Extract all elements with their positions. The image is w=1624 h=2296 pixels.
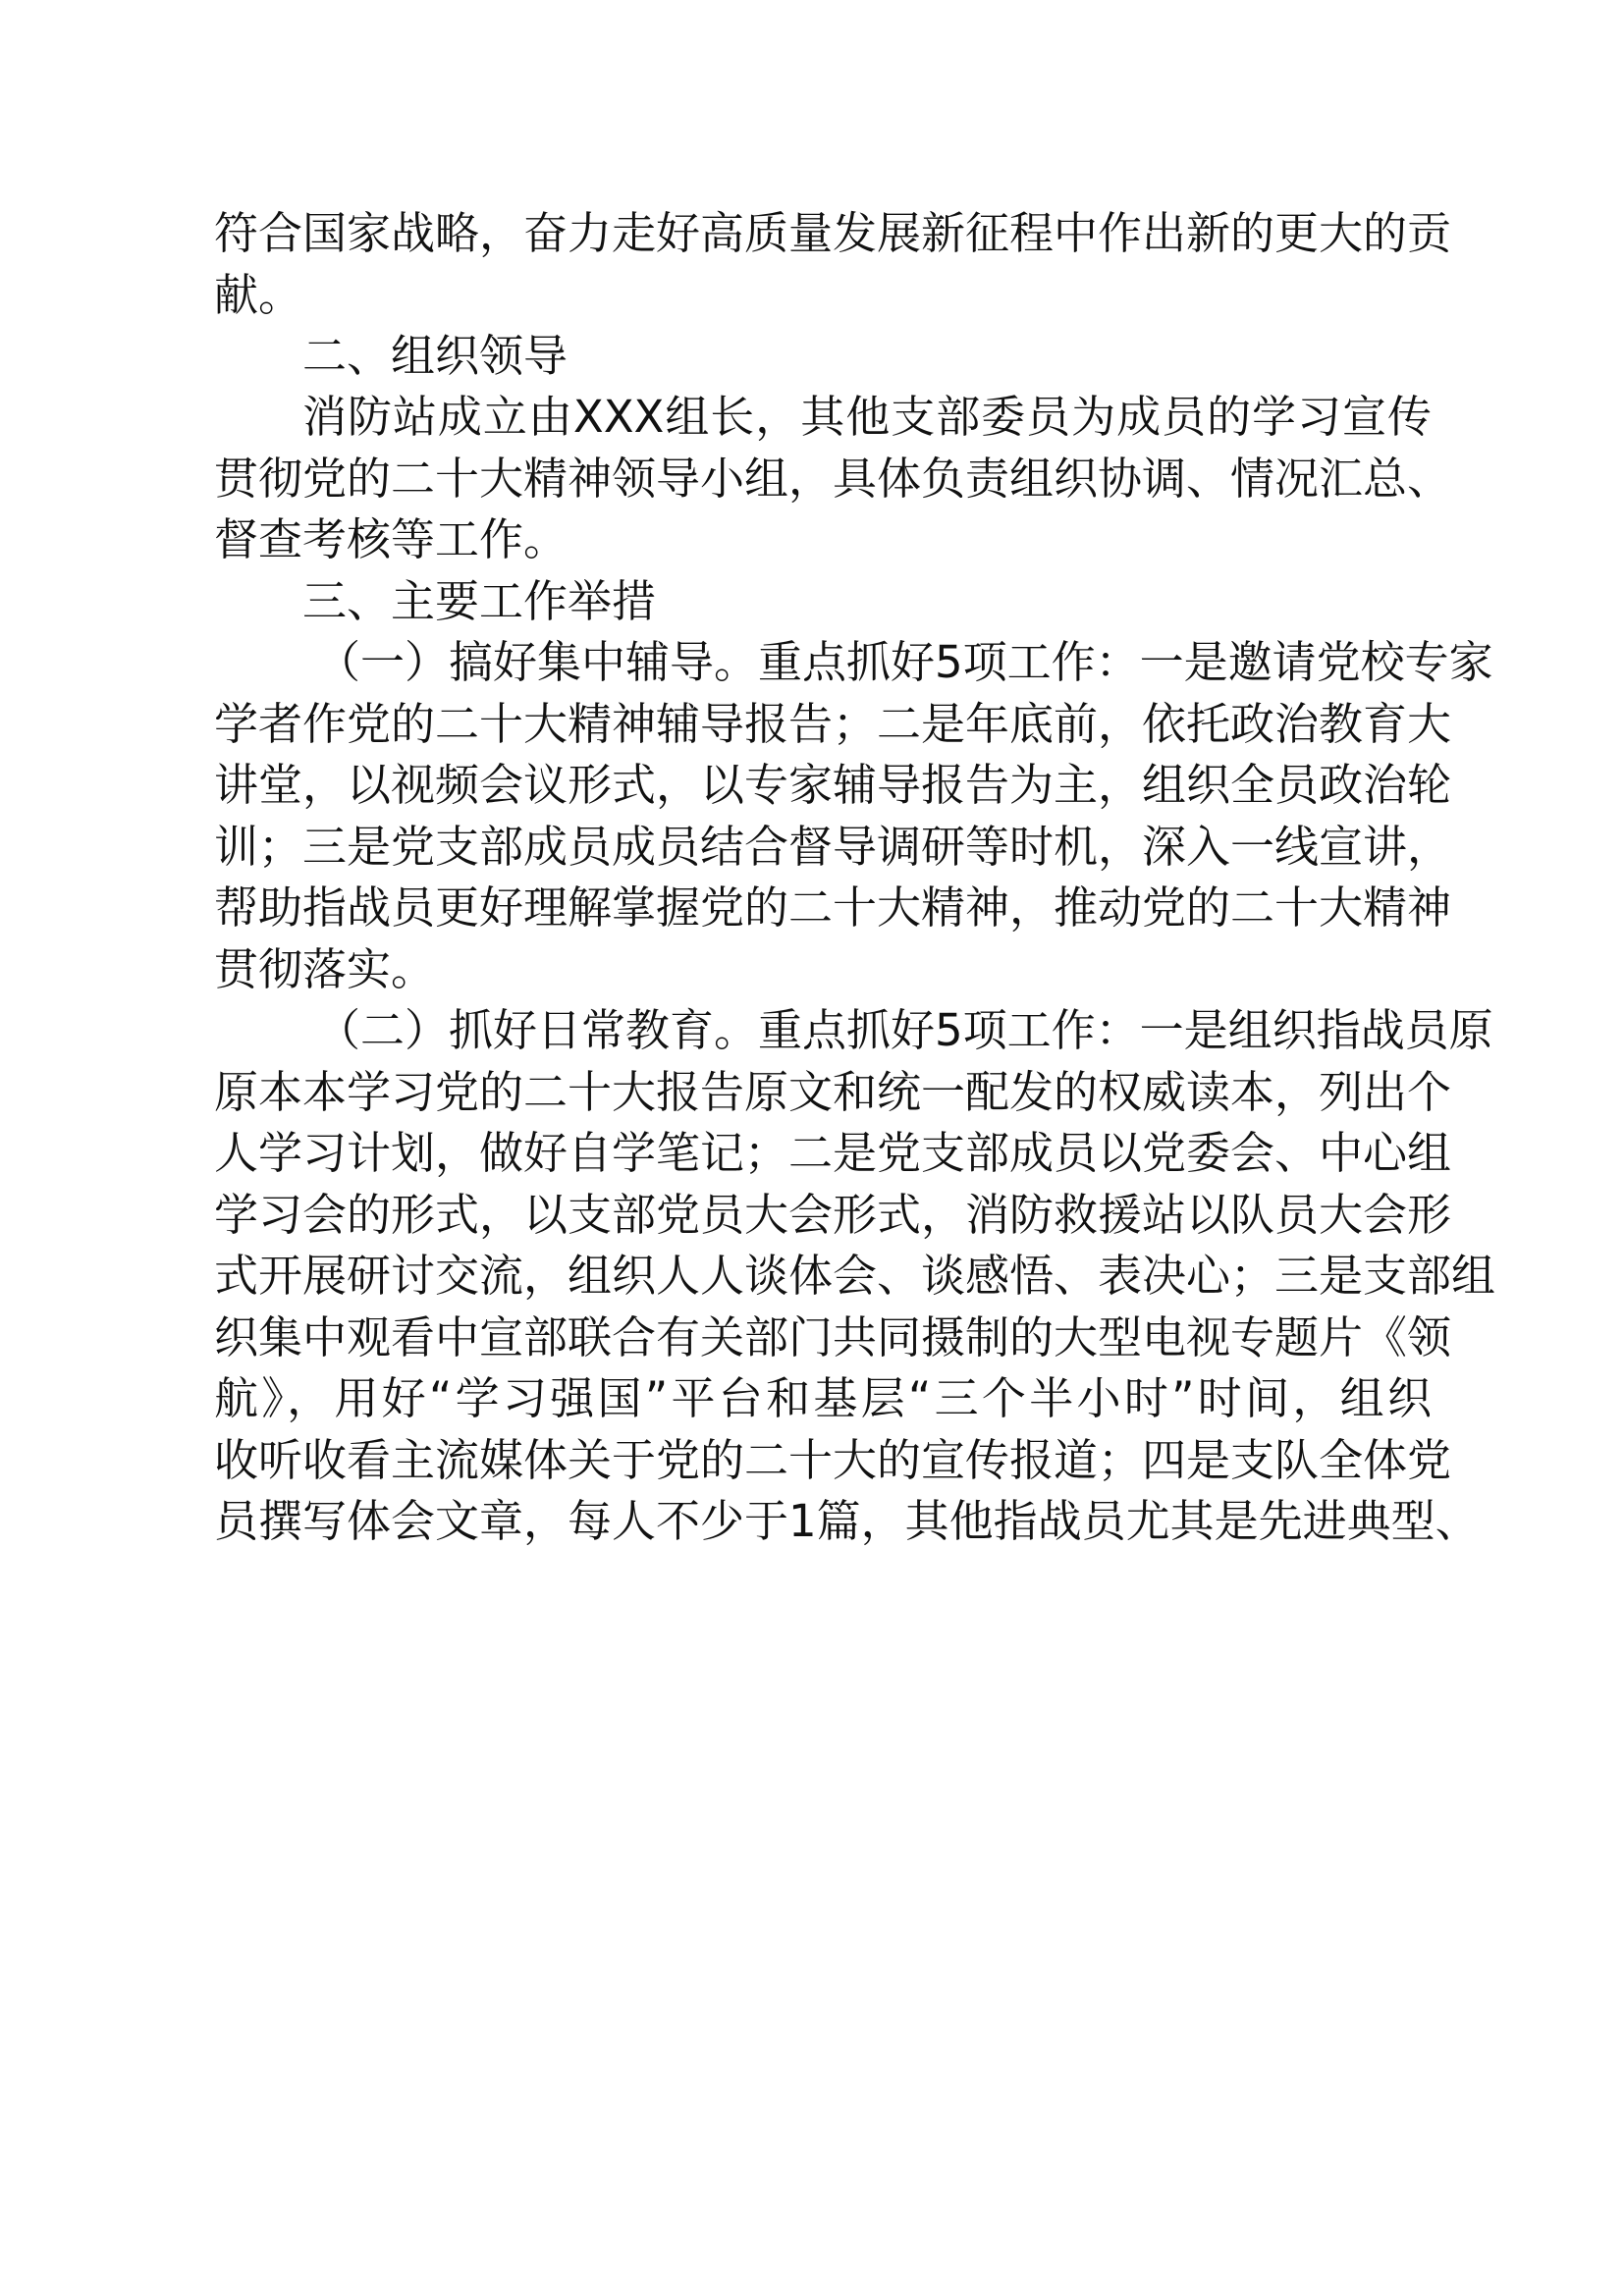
text-line: 员撰写体会文章，每人不少于1篇，其他指战员尤其是先进典型、 xyxy=(214,1495,1480,1547)
text-line: 学习会的形式，以支部党员大会形式，消防救援站以队员大会形 xyxy=(214,1189,1452,1241)
text-line: 符合国家战略，奋力走好高质量发展新征程中作出新的更大的贡 xyxy=(214,207,1452,259)
text-line: 航》，用好“学习强国”平台和基层“三个半小时”时间，组织 xyxy=(214,1372,1432,1424)
section-heading: 三、主要工作举措 xyxy=(302,575,657,627)
text-line: 式开展研讨交流，组织人人谈体会、谈感悟、表决心；三是支部组 xyxy=(214,1250,1496,1302)
text-line: 人学习计划，做好自学笔记；二是党支部成员以党委会、中心组 xyxy=(214,1127,1452,1179)
text-line: 督查考核等工作。 xyxy=(214,513,568,565)
text-line: 贯彻落实。 xyxy=(214,943,436,995)
text-line: 原本本学习党的二十大报告原文和统一配发的权威读本，列出个 xyxy=(214,1066,1452,1118)
text-line: 帮助指战员更好理解掌握党的二十大精神，推动党的二十大精神 xyxy=(214,881,1452,934)
text-line: 献。 xyxy=(214,269,303,321)
text-line: 织集中观看中宣部联合有关部门共同摄制的大型电视专题片《领 xyxy=(214,1311,1452,1363)
text-line: 贯彻党的二十大精神领导小组，具体负责组织协调、情况汇总、 xyxy=(214,453,1452,505)
text-line: 学者作党的二十大精神辅导报告；二是年底前，依托政治教育大 xyxy=(214,698,1452,750)
text-line: 收听收看主流媒体关于党的二十大的宣传报道；四是支队全体党 xyxy=(214,1434,1452,1486)
text-line: 消防站成立由XXX组长，其他支部委员为成员的学习宣传 xyxy=(302,391,1432,443)
text-line: 讲堂，以视频会议形式，以专家辅导报告为主，组织全员政治轮 xyxy=(214,759,1452,811)
text-line: （一）搞好集中辅导。重点抓好5项工作：一是邀请党校专家 xyxy=(316,636,1493,688)
section-heading: 二、组织领导 xyxy=(302,330,568,382)
text-line: 训；三是党支部成员成员结合督导调研等时机，深入一线宣讲， xyxy=(214,821,1452,873)
text-line: （二）抓好日常教育。重点抓好5项工作：一是组织指战员原 xyxy=(316,1004,1493,1056)
